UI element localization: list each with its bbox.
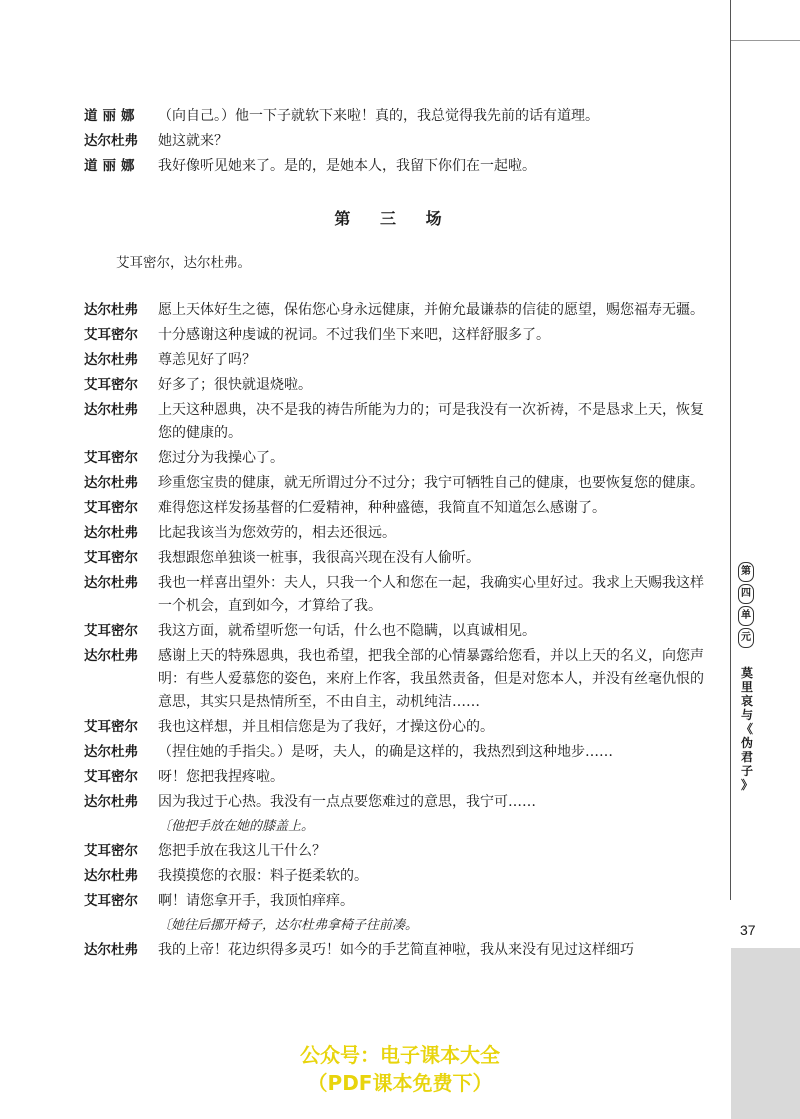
line-text: 我想跟您单独谈一桩事，我很高兴现在没有人偷听。 bbox=[158, 550, 480, 566]
speaker-name: 艾耳密尔 bbox=[84, 550, 138, 566]
line-text: 您把手放在我这儿干什么？ bbox=[158, 843, 326, 859]
line-text: 她这就来？ bbox=[158, 133, 228, 149]
speaker-name: 艾耳密尔 bbox=[84, 327, 138, 343]
dialogue-line bbox=[84, 766, 704, 789]
unit-marker-char: 单 bbox=[738, 606, 754, 626]
watermark-line-2: （PDF课本免费下） bbox=[307, 1071, 493, 1095]
speaker-name: 道丽娜 bbox=[84, 158, 140, 174]
speaker-name: 艾耳密尔 bbox=[84, 893, 138, 909]
line-text: 感谢上天的特殊恩典，我也希望，把我全部的心情暴露给您看，并以上天的名义，向您声明：有些人爱慕您的姿色，来府上作客，我虽然责备，但是对您本人，并没有丝毫仇恨的意思，其实只是热情所至，不由自主，动机纯洁…… bbox=[158, 648, 704, 710]
dialogue-line bbox=[84, 645, 704, 714]
speaker-name: 达尔杜弗 bbox=[84, 352, 138, 368]
dialogue-line bbox=[84, 399, 704, 445]
speaker-name: 达尔杜弗 bbox=[84, 402, 138, 418]
line-text: 因为我过于心热。我没有一点点要您难过的意思，我宁可…… bbox=[158, 794, 536, 810]
speaker-name: 艾耳密尔 bbox=[84, 769, 138, 785]
stage-direction: 〔她往后挪开椅子，达尔杜弗拿椅子往前凑。 bbox=[158, 918, 419, 933]
speaker-name: 达尔杜弗 bbox=[84, 575, 138, 591]
dialogue-line bbox=[84, 130, 704, 153]
line-text: 愿上天体好生之德，保佑您心身永远健康，并俯允最谦恭的信徒的愿望，赐您福寿无疆。 bbox=[158, 302, 704, 318]
speaker-name: 艾耳密尔 bbox=[84, 500, 138, 516]
unit-marker-char: 四 bbox=[738, 584, 754, 604]
sidebar-title-char: 里 bbox=[740, 680, 753, 694]
speaker-name: 达尔杜弗 bbox=[84, 744, 138, 760]
dialogue-line bbox=[84, 620, 704, 643]
line-text: 尊恙见好了吗？ bbox=[158, 352, 256, 368]
sidebar-title-char: 伪 bbox=[740, 736, 753, 750]
dialogue-line bbox=[84, 741, 704, 764]
sidebar-title-char: 莫 bbox=[740, 666, 753, 680]
dialogue-line bbox=[84, 572, 704, 618]
dialogue-line bbox=[84, 155, 704, 178]
sidebar-title bbox=[740, 666, 754, 792]
speaker-name: 达尔杜弗 bbox=[84, 868, 138, 884]
sidebar-title-char: 君 bbox=[740, 750, 753, 764]
scene-title: 第 三 场 bbox=[334, 209, 454, 228]
dialogue-line bbox=[84, 472, 704, 495]
line-text: （捏住她的手指尖。）是呀，夫人，的确是这样的，我热烈到这种地步…… bbox=[158, 744, 613, 760]
cast-list: 艾耳密尔，达尔杜弗。 bbox=[116, 255, 251, 271]
speaker-name: 达尔杜弗 bbox=[84, 794, 138, 810]
line-text: 难得您这样发扬基督的仁爱精神，种种盛德，我简直不知道怎么感谢了。 bbox=[158, 500, 606, 516]
dialogue-line bbox=[84, 349, 704, 372]
unit-marker-char: 元 bbox=[738, 628, 754, 648]
speaker-name: 艾耳密尔 bbox=[84, 377, 138, 393]
line-text: 我也这样想，并且相信您是为了我好，才操这份心的。 bbox=[158, 719, 494, 735]
speaker-name: 艾耳密尔 bbox=[84, 843, 138, 859]
dialogue-line bbox=[84, 324, 704, 347]
speaker-name: 艾耳密尔 bbox=[84, 450, 138, 466]
stage-direction: 〔他把手放在她的膝盖上。 bbox=[158, 819, 315, 834]
sidebar-title-char: 子 bbox=[740, 764, 753, 778]
dialogue-line bbox=[84, 716, 704, 739]
speaker-name: 达尔杜弗 bbox=[84, 648, 138, 664]
dialogue-line bbox=[84, 299, 704, 322]
sidebar-title-char: 哀 bbox=[740, 694, 753, 708]
sidebar-title-char: 》 bbox=[740, 778, 753, 792]
dialogue-line bbox=[84, 105, 704, 128]
dialogue-line bbox=[84, 374, 704, 397]
speaker-name: 达尔杜弗 bbox=[84, 302, 138, 318]
line-text: 我摸摸您的衣服：料子挺柔软的。 bbox=[158, 868, 368, 884]
unit-marker-char: 第 bbox=[738, 562, 754, 582]
scene-dialogue bbox=[84, 299, 704, 962]
dialogue-line bbox=[84, 497, 704, 520]
speaker-name: 艾耳密尔 bbox=[84, 623, 138, 639]
line-text: 上天这种恩典，决不是我的祷告所能为力的；可是我没有一次祈祷，不是恳求上天，恢复您的健康的。 bbox=[158, 402, 704, 441]
line-text: 我这方面，就希望听您一句话，什么也不隐瞒，以真诚相见。 bbox=[158, 623, 536, 639]
speaker-name: 艾耳密尔 bbox=[84, 719, 138, 735]
speaker-name: 达尔杜弗 bbox=[84, 475, 138, 491]
line-text: 呀！您把我捏疼啦。 bbox=[158, 769, 284, 785]
line-text: 好多了；很快就退烧啦。 bbox=[158, 377, 312, 393]
dialogue-line bbox=[84, 447, 704, 470]
dialogue-line bbox=[84, 939, 704, 962]
margin-rule bbox=[730, 0, 731, 900]
line-text: 我好像听见她来了。是的，是她本人，我留下你们在一起啦。 bbox=[158, 158, 536, 174]
line-text: 我也一样喜出望外：夫人，只我一个人和您在一起，我确实心里好过。我求上天赐我这样一个机会，直到如今，才算给了我。 bbox=[158, 575, 704, 614]
sidebar-header-area bbox=[731, 0, 800, 41]
line-text: 我的上帝！花边织得多灵巧！如今的手艺简直神啦，我从来没有见过这样细巧 bbox=[158, 942, 634, 958]
speaker-name: 达尔杜弗 bbox=[84, 133, 138, 149]
dialogue-line bbox=[84, 890, 704, 913]
script-text bbox=[84, 105, 704, 964]
sidebar-title-char: 《 bbox=[740, 722, 753, 736]
line-text: 比起我该当为您效劳的，相去还很远。 bbox=[158, 525, 396, 541]
speaker-name: 达尔杜弗 bbox=[84, 525, 138, 541]
intro-dialogue bbox=[84, 105, 704, 178]
line-text: （向自己。）他一下子就软下来啦！真的，我总觉得我先前的话有道理。 bbox=[158, 108, 599, 124]
watermark-line-1: 公众号：电子课本大全 bbox=[300, 1043, 500, 1067]
dialogue-line bbox=[84, 791, 704, 814]
dialogue-line bbox=[84, 840, 704, 863]
line-text: 十分感谢这种虔诚的祝词。不过我们坐下来吧，这样舒服多了。 bbox=[158, 327, 550, 343]
line-text: 珍重您宝贵的健康，就无所谓过分不过分；我宁可牺牲自己的健康，也要恢复您的健康。 bbox=[158, 475, 704, 491]
speaker-name: 达尔杜弗 bbox=[84, 942, 138, 958]
line-text: 您过分为我操心了。 bbox=[158, 450, 284, 466]
page-number: 37 bbox=[740, 922, 756, 938]
unit-marker bbox=[739, 562, 753, 648]
dialogue-line bbox=[84, 547, 704, 570]
speaker-name: 道丽娜 bbox=[84, 108, 140, 124]
dialogue-line bbox=[84, 865, 704, 888]
dialogue-line bbox=[84, 522, 704, 545]
sidebar-title-char: 与 bbox=[740, 708, 753, 722]
line-text: 啊！请您拿开手，我顶怕痒痒。 bbox=[158, 893, 354, 909]
